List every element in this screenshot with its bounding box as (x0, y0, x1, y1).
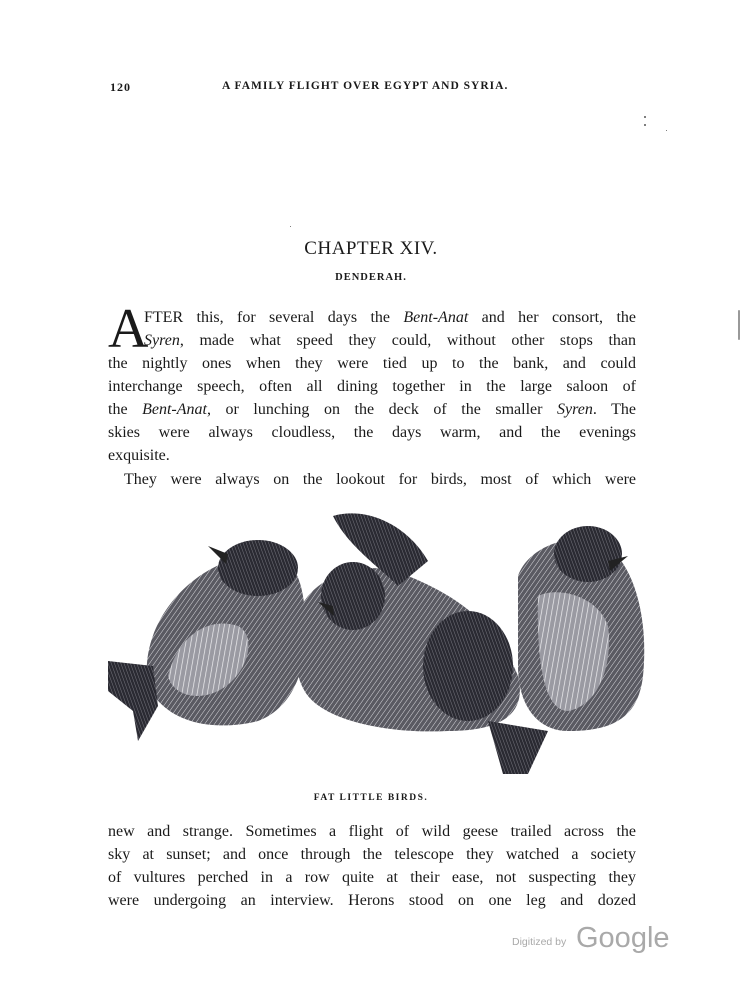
chapter-title: DENDERAH. (335, 272, 407, 283)
text-line: were undergoing an interview. Herons stood on one leg and dozed (108, 892, 636, 909)
watermark-prefix: Digitized by (512, 936, 567, 948)
page-number: 120 (110, 80, 131, 94)
running-title: A FAMILY FLIGHT OVER EGYPT AND SYRIA. (222, 80, 509, 92)
drop-cap: A (108, 298, 149, 360)
paragraph-1 (108, 298, 636, 467)
figure-caption: FAT LITTLE BIRDS. (313, 793, 429, 803)
text-line: interchange speech, often all dining together in the large saloon of (108, 378, 636, 395)
text-line: FTER this, for several days the Bent-Anat and her consort, the (144, 309, 636, 326)
text-line: They were always on the lookout for birds, most of which were (124, 471, 636, 488)
text-line: new and strange. Sometimes a flight of wild geese trailed across the (108, 823, 636, 840)
text-line: exquisite. (108, 447, 170, 464)
running-header (110, 78, 640, 98)
text-line: the Bent-Anat, or lunching on the deck of the smaller Syren. The (108, 401, 636, 418)
text-line: the nightly ones when they were tied up to the bank, and could (108, 355, 636, 372)
google-logo: Google (576, 922, 670, 954)
paragraph-2 (108, 468, 636, 491)
birds-engraving (108, 506, 648, 781)
text-line: skies were always cloudless, the days warm, and the evenings (108, 424, 636, 441)
text-line: sky at sunset; and once through the telescope they watched a society (108, 846, 636, 863)
chapter-heading: CHAPTER XIV. (304, 238, 438, 259)
bird-illustration (108, 506, 648, 781)
google-watermark (512, 922, 672, 962)
text-line: of vultures perched in a row quite at their ease, not suspecting they (108, 869, 636, 886)
paragraph-3 (108, 820, 636, 912)
text-line: Syren, made what speed they could, without other stops than (144, 332, 636, 349)
